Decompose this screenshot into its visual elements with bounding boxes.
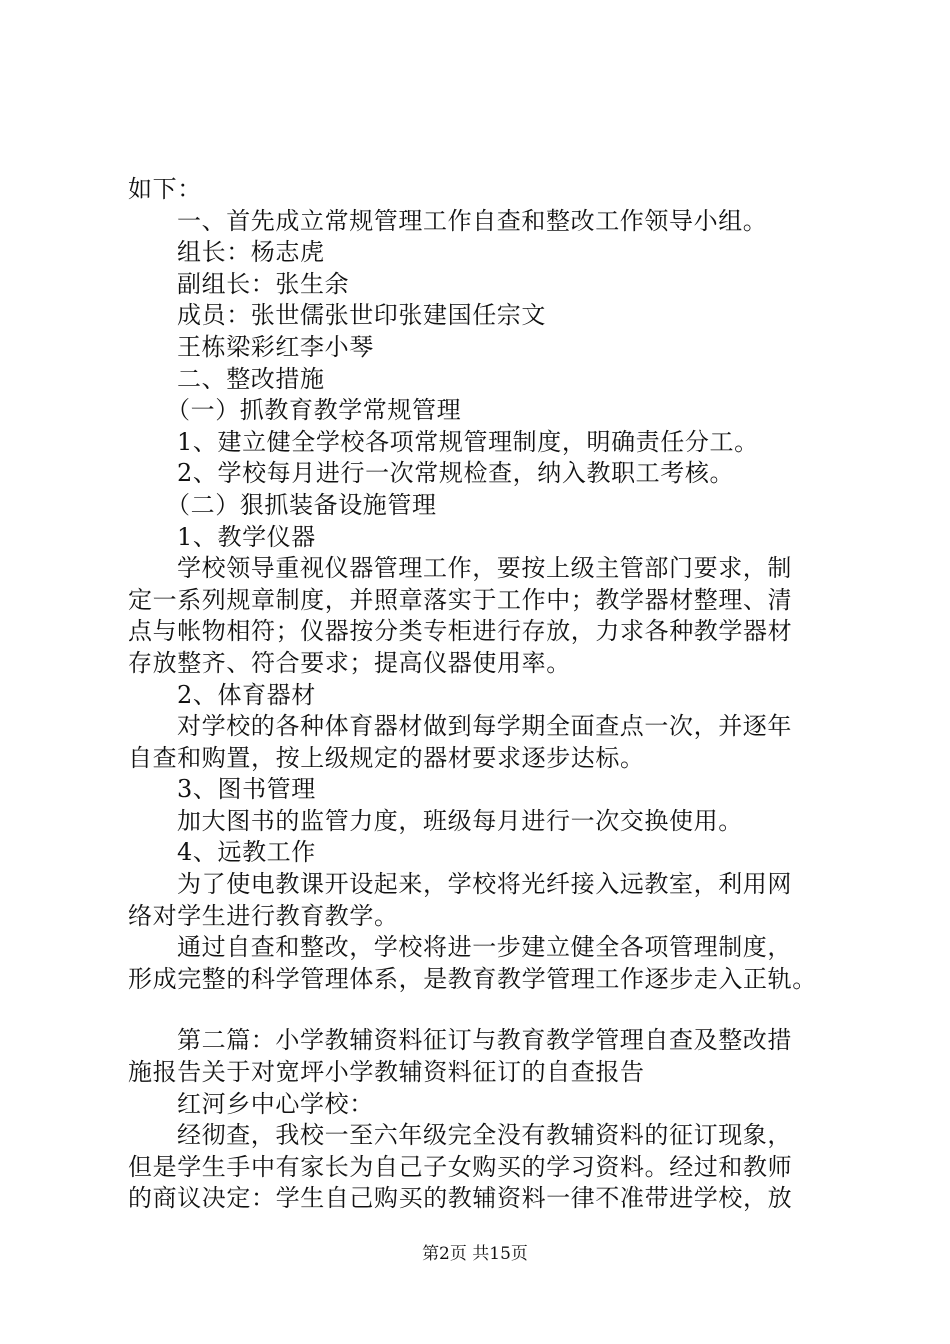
text-line: 为了使电教课开设起来，学校将光纤接入远教室，利用网 [177, 870, 792, 899]
text-line: 成员：张世儒张世印张建国任宗文 [177, 301, 546, 330]
text-line: 加大图书的监管力度，班级每月进行一次交换使用。 [177, 806, 743, 835]
text-line: 自查和购置，按上级规定的器材要求逐步达标。 [128, 743, 645, 772]
text-line: 存放整齐、符合要求；提高仪器使用率。 [128, 648, 571, 677]
text-line: 2、学校每月进行一次常规检查，纳入教职工考核。 [177, 459, 735, 488]
text-line: 2、体育器材 [177, 680, 316, 709]
text-line: 1、建立健全学校各项常规管理制度，明确责任分工。 [177, 427, 759, 456]
text-line: 第二篇：小学教辅资料征订与教育教学管理自查及整改措 [177, 1026, 792, 1055]
text-line: （二）狠抓装备设施管理 [166, 490, 437, 519]
text-line: 络对学生进行教育教学。 [128, 901, 399, 930]
text-line: 如下： [128, 175, 202, 203]
text-line: 对学校的各种体育器材做到每学期全面查点一次，并逐年 [177, 712, 792, 741]
text-line: 的商议决定：学生自己购买的教辅资料一律不准带进学校，放 [128, 1184, 793, 1213]
text-line: 但是学生手中有家长为自己子女购买的学习资料。经过和教师 [128, 1152, 793, 1181]
text-line: 3、图书管理 [177, 775, 316, 804]
text-line: 4、远教工作 [177, 838, 316, 867]
text-line: 王栋梁彩红李小琴 [177, 332, 374, 361]
text-line: 1、教学仪器 [177, 522, 316, 551]
text-line: 一、首先成立常规管理工作自查和整改工作领导小组。 [177, 206, 768, 235]
text-line: 通过自查和整改，学校将进一步建立健全各项管理制度， [177, 933, 792, 962]
paragraph-gap [128, 995, 838, 1025]
text-line: 形成完整的科学管理体系，是教育教学管理工作逐步走入正轨。 [128, 964, 817, 993]
text-line: 定一系列规章制度，并照章落实于工作中；教学器材整理、清 [128, 585, 793, 614]
text-line: 学校领导重视仪器管理工作，要按上级主管部门要求，制 [177, 554, 792, 583]
text-line: 红河乡中心学校： [177, 1089, 374, 1118]
page-footer: 第2页 共15页 [422, 1244, 528, 1264]
text-line: 施报告关于对宽坪小学教辅资料征订的自查报告 [128, 1058, 645, 1087]
text-line: 经彻查，我校一至六年级完全没有教辅资料的征订现象， [177, 1121, 792, 1150]
text-line: 点与帐物相符；仪器按分类专柜进行存放，力求各种教学器材 [128, 617, 793, 646]
text-line: （一）抓教育教学常规管理 [166, 396, 462, 425]
text-line: 组长：杨志虎 [177, 238, 325, 267]
document-body [128, 174, 838, 1215]
text-line: 副组长：张生余 [177, 269, 350, 298]
text-line: 二、整改措施 [177, 364, 325, 393]
